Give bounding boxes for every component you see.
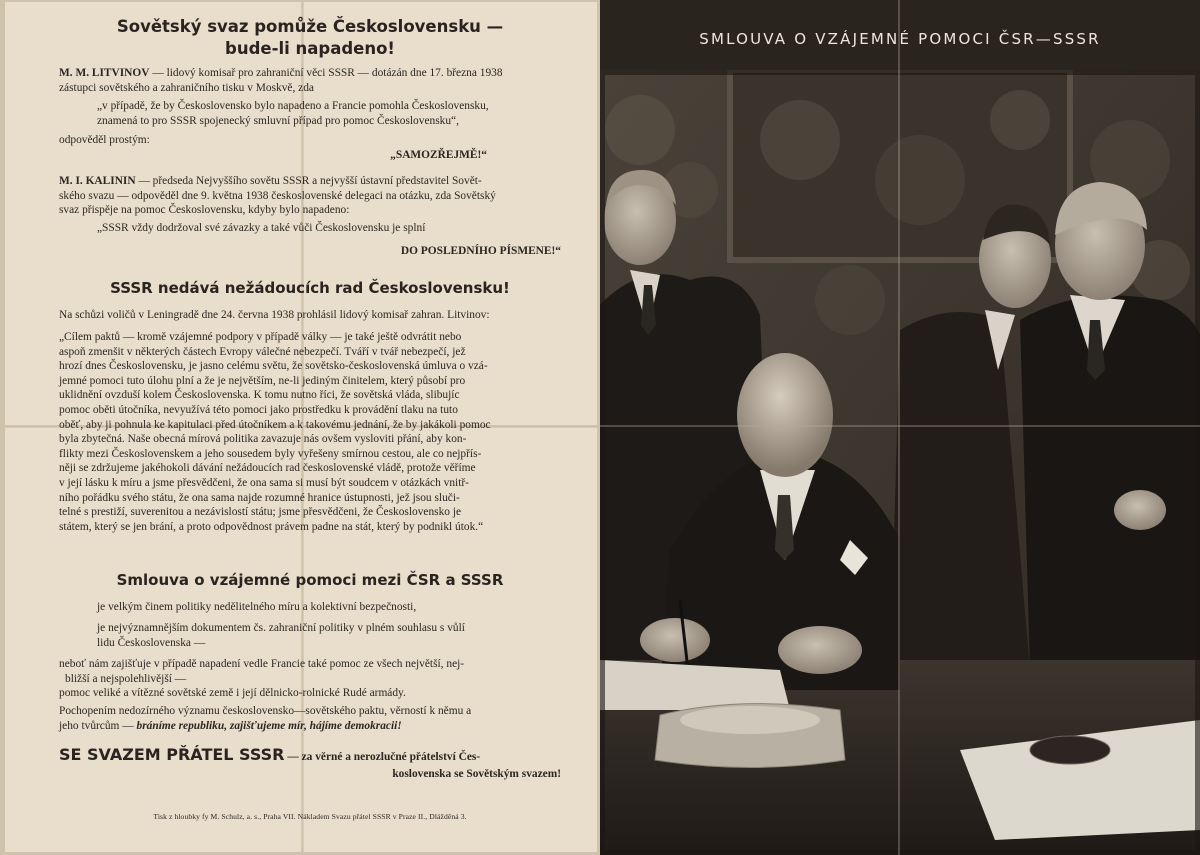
headline-no-advice: SSSR nedává nežádoucích rad Československu! — [110, 279, 510, 297]
headline-line-2: bude-li napadeno! — [225, 39, 395, 58]
speech-line: ního pořádku svého státu, že ona sama najde rozumné hranice ústupnosti, jež jsou sluči- — [59, 491, 460, 504]
inkstand-lid — [680, 706, 820, 734]
treaty-line-1: je velkým činem politiky nedělitelného míru a kolektivní bezpečnosti, — [97, 601, 417, 613]
closing-slogan — [59, 745, 561, 765]
speech-line: byla zbytečná. Naše obecná mírová politika zavazuje nás ovšem vysloviti přání, aby kon- — [59, 433, 467, 446]
text-panel — [5, 2, 597, 852]
slogan-big: SE SVAZEM PŘÁTEL SSSR — [59, 745, 285, 764]
headline-treaty: Smlouva o vzájemné pomoci mezi ČSR a SSSR — [116, 571, 504, 589]
right-hand — [778, 626, 862, 674]
headline-line-1: Sovětský svaz pomůže Československu — — [116, 17, 504, 36]
treaty-line-3b: bližší a nejspolehlivější — — [65, 672, 187, 685]
speech-line: uklidnění ovzduší kolem Československa. K tomu nutno říci, že sovětská vláda, slibujíc — [59, 389, 460, 402]
slogan-defend-republic: bráníme republiku, zajišťujeme mír, hájíme demokracii! — [136, 719, 402, 732]
ashtray — [1030, 736, 1110, 764]
litvinov-line-2: zástupci sovětského a zahraničního tisku v Moskvě, zda — [59, 81, 314, 94]
treaty-line-2b: lidu Československa — — [97, 636, 206, 649]
kalinin-paragraph — [59, 174, 561, 218]
signing-photo — [600, 70, 1200, 855]
speech-line: „Cílem paktů — kromě vzájemné podpory v případě války — je také ještě odvrátit nebo — [59, 331, 462, 343]
litvinov-paragraph — [59, 66, 561, 95]
treaty-line-3 — [59, 657, 561, 701]
treaty-line-3a: neboť nám zajišťuje v případě napadení vedle Francie také pomoc ze všech největší, nej- — [59, 658, 465, 670]
imprint: Tisk z hloubky fy M. Schulz, a. s., Praha VII. Nákladem Svazu přátel SSSR v Praze II., Dlážděná 3. — [153, 812, 467, 821]
treaty-line-2 — [97, 621, 561, 650]
speech-line: telné s prestiží, suverenitou a nezávislostí státu; jsme přesvědčeni, že Československo je — [59, 506, 462, 519]
speech-line: flikty mezi Československem a jeho sousedem byly vyřešeny smírnou cestou, ale co nejpřís- — [59, 447, 482, 460]
speech-line: pomoc oběti útočníka, nevyužívá této pomoci jako prostředku k provádění tlaku na tuto — [59, 403, 458, 416]
litvinov-line-1: — lidový komisař pro zahraniční věci SSSR — dotázán dne 17. března 1938 — [152, 67, 503, 79]
leningrad-intro: Na schůzi voličů v Leningradě dne 24. června 1938 prohlásil lidový komisař zahran. Litvinov: — [59, 309, 490, 321]
kalinin-name: M. I. KALININ — [59, 175, 136, 187]
kalinin-answer: DO POSLEDNÍHO PÍSMENE!“ — [400, 245, 561, 257]
fold-line-vertical — [898, 0, 900, 855]
kalinin-line-3: svaz přispěje na pomoc Československu, kdyby bylo napadeno: — [59, 204, 350, 217]
litvinov-answer-intro: odpověděl prostým: — [59, 134, 150, 146]
treaty-line-2a: je nejvýznamnějším dokumentem čs. zahraniční politiky v plném souhlasu s vůlí — [97, 622, 465, 634]
question-line-2: znamená to pro SSSR spojenecký smluvní případ pro pomoc Československu“, — [97, 114, 459, 127]
question-line-1: „v případě, že by Československo bylo napadeno a Francie pomohla Československu, — [97, 100, 489, 112]
hand — [1114, 490, 1166, 530]
speech-line: oběť, aby ji pohnula ke kapitulaci před útočníkem a k takovému jednání, že by jakákoli pomoc — [59, 418, 491, 431]
litvinov-speech — [59, 330, 561, 534]
left-hand — [640, 618, 710, 662]
kalinin-line-2: ského svazu — odpověděl dne 9. května 1938 československé delegaci na otázku, zda Sovětský — [59, 189, 496, 202]
fold-line-horizontal — [600, 425, 1200, 427]
litvinov-question — [97, 99, 561, 128]
speech-line: hrozí dnes Československu, je jasno celému světu, že sovětsko-československá úmluva o vzá- — [59, 360, 488, 373]
photo-title: SMLOUVA O VZÁJEMNÉ POMOCI ČSR—SSSR — [600, 0, 1200, 70]
treaty-line-3c: pomoc veliké a vítězné sovětské země i její dělnicko-rolnické Rudé armády. — [59, 687, 406, 700]
treaty-line-4a: Pochopením nedozírného významu československo—sovětského paktu, věrností k němu a — [59, 705, 472, 717]
treaty-line-4 — [59, 704, 561, 733]
kalinin-line-1: — předseda Nejvyššího sovětu SSSR a nejvyšší ústavní představitel Sovět- — [138, 175, 482, 187]
speech-line: v její lásku k míru a jsme přesvědčeni, že ona sama si musí být soudcem v otázkách vnitř- — [59, 476, 469, 489]
speech-line: státem, který se jen brání, a proto odpovědnost právem padne na stát, který by podnikl útok.“ — [59, 520, 484, 533]
slogan-line-1: — za věrné a nerozlučné přátelství Čes- — [287, 751, 481, 763]
photo-panel — [600, 0, 1200, 855]
speech-line: něji se zdržujeme jakéhokoli dávání nežádoucích rad československé vládě, protože věříme — [59, 462, 476, 475]
litvinov-answer: „SAMOZŘEJMĚ!“ — [390, 149, 487, 161]
headline-soviet-help — [59, 16, 561, 60]
speech-line: jemné pomoci tuto úlohu plní a že je největším, ne-li jediným činitelem, který působí pro — [59, 374, 466, 387]
bald-head — [737, 353, 833, 477]
kalinin-quote: „SSSR vždy dodržoval své závazky a také vůči Československu je splní — [97, 222, 426, 234]
litvinov-name: M. M. LITVINOV — [59, 67, 150, 79]
treaty-line-4b: jeho tvůrcům — — [59, 719, 134, 732]
speech-line: aspoň zmenšit v některých částech Evropy válečné nebezpečí. Tváří v tvář nebezpečí, jež — [59, 345, 466, 358]
slogan-line-2: koslovenska se Sovětským svazem! — [392, 768, 561, 780]
